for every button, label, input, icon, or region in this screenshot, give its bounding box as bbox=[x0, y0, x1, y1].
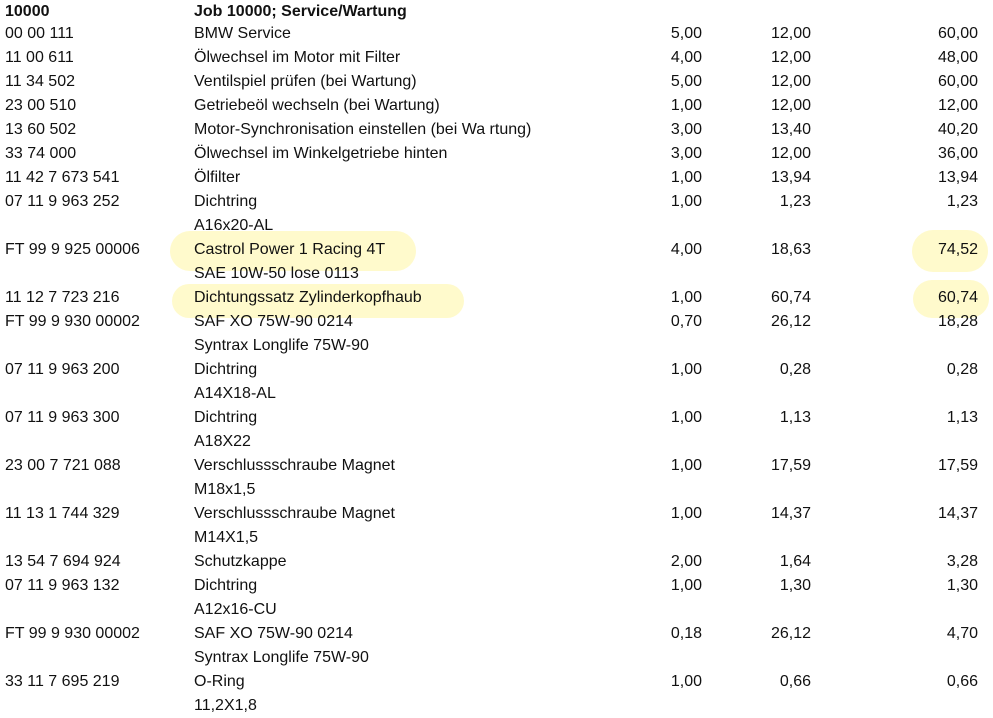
description: Ölwechsel im Motor mit Filter bbox=[194, 49, 401, 66]
line-total: 60,74 bbox=[937, 289, 978, 306]
quantity: 0,18 bbox=[670, 625, 702, 642]
description: Verschlussschraube Magnet bbox=[194, 505, 395, 522]
description: Ölfilter bbox=[194, 169, 241, 186]
part-number: 07 11 9 963 200 bbox=[5, 361, 120, 378]
description: BMW Service bbox=[194, 25, 291, 42]
item-detail-row bbox=[0, 382, 993, 406]
line-total: 13,94 bbox=[937, 169, 978, 186]
quantity: 1,00 bbox=[670, 97, 702, 114]
description: Dichtring bbox=[194, 361, 258, 378]
unit-price: 1,30 bbox=[779, 577, 811, 594]
line-total: 48,00 bbox=[937, 49, 978, 66]
line-total: 1,30 bbox=[946, 577, 978, 594]
item-detail: A14X18-AL bbox=[194, 385, 276, 402]
item-detail: M18x1,5 bbox=[194, 481, 256, 498]
quantity: 1,00 bbox=[670, 457, 702, 474]
unit-price: 14,37 bbox=[770, 505, 811, 522]
description: Verschlussschraube Magnet bbox=[194, 457, 395, 474]
item-detail: SAE 10W-50 lose 0113 bbox=[194, 265, 359, 282]
unit-price: 60,74 bbox=[770, 289, 811, 306]
quantity: 1,00 bbox=[670, 193, 702, 210]
unit-price: 13,94 bbox=[770, 169, 811, 186]
unit-price: 1,23 bbox=[779, 193, 811, 210]
quantity: 1,00 bbox=[670, 673, 702, 690]
part-number: 23 00 7 721 088 bbox=[5, 457, 121, 474]
item-detail: A18X22 bbox=[194, 433, 251, 450]
part-number: 07 11 9 963 300 bbox=[5, 409, 120, 426]
part-number: 07 11 9 963 132 bbox=[5, 577, 120, 594]
description: Getriebeöl wechseln (bei Wartung) bbox=[194, 97, 440, 114]
quantity: 1,00 bbox=[670, 409, 702, 426]
part-number: 33 74 000 bbox=[5, 145, 77, 162]
table-row bbox=[0, 670, 993, 694]
description: SAF XO 75W-90 0214 bbox=[194, 313, 353, 330]
table-row bbox=[0, 46, 993, 70]
item-detail-row bbox=[0, 526, 993, 550]
unit-price: 12,00 bbox=[770, 145, 811, 162]
line-total: 12,00 bbox=[937, 97, 978, 114]
quantity: 0,70 bbox=[670, 313, 702, 330]
unit-price: 12,00 bbox=[770, 73, 811, 90]
description: Schutzkappe bbox=[194, 553, 287, 570]
table-row bbox=[0, 406, 993, 430]
line-total: 60,00 bbox=[937, 25, 978, 42]
item-detail-row bbox=[0, 430, 993, 454]
part-number: 13 54 7 694 924 bbox=[5, 553, 121, 570]
item-detail-row bbox=[0, 646, 993, 670]
item-detail: Syntrax Longlife 75W-90 bbox=[194, 649, 369, 666]
quantity: 1,00 bbox=[670, 505, 702, 522]
unit-price: 0,28 bbox=[779, 361, 811, 378]
quantity: 4,00 bbox=[670, 49, 702, 66]
quantity: 4,00 bbox=[670, 241, 702, 258]
quantity: 3,00 bbox=[670, 121, 702, 138]
description: Dichtring bbox=[194, 193, 258, 210]
table-row bbox=[0, 190, 993, 214]
unit-price: 26,12 bbox=[770, 313, 811, 330]
table-row bbox=[0, 622, 993, 646]
line-total: 0,28 bbox=[946, 361, 978, 378]
table-row bbox=[0, 22, 993, 46]
line-total: 14,37 bbox=[937, 505, 978, 522]
quantity: 3,00 bbox=[670, 145, 702, 162]
job-title: Job 10000; Service/Wartung bbox=[194, 3, 407, 20]
description: Dichtring bbox=[194, 409, 258, 426]
part-number: 23 00 510 bbox=[5, 97, 77, 114]
line-total: 18,28 bbox=[937, 313, 978, 330]
quantity: 1,00 bbox=[670, 169, 702, 186]
line-total: 1,23 bbox=[946, 193, 978, 210]
item-detail: M14X1,5 bbox=[194, 529, 259, 546]
table-row bbox=[0, 70, 993, 94]
line-total: 40,20 bbox=[937, 121, 978, 138]
unit-price: 13,40 bbox=[770, 121, 811, 138]
part-number: 11 00 611 bbox=[5, 49, 74, 66]
table-row bbox=[0, 94, 993, 118]
item-detail: A12x16-CU bbox=[194, 601, 277, 618]
job-number: 10000 bbox=[5, 3, 50, 20]
item-detail-row bbox=[0, 214, 993, 238]
line-total: 36,00 bbox=[937, 145, 978, 162]
table-row bbox=[0, 166, 993, 190]
quantity: 1,00 bbox=[670, 361, 702, 378]
unit-price: 18,63 bbox=[770, 241, 811, 258]
item-detail-row bbox=[0, 598, 993, 622]
quantity: 1,00 bbox=[670, 289, 702, 306]
table-row bbox=[0, 310, 993, 334]
part-number: 00 00 111 bbox=[5, 25, 74, 42]
item-detail-row bbox=[0, 334, 993, 358]
description: Ventilspiel prüfen (bei Wartung) bbox=[194, 73, 417, 90]
table-row bbox=[0, 502, 993, 526]
unit-price: 26,12 bbox=[770, 625, 811, 642]
part-number: 11 12 7 723 216 bbox=[5, 289, 120, 306]
item-detail: Syntrax Longlife 75W-90 bbox=[194, 337, 369, 354]
unit-price: 12,00 bbox=[770, 25, 811, 42]
description: Dichtring bbox=[194, 577, 258, 594]
item-detail-row bbox=[0, 694, 993, 718]
line-total: 74,52 bbox=[937, 241, 978, 258]
description: Ölwechsel im Winkelgetriebe hinten bbox=[194, 145, 448, 162]
item-detail-row bbox=[0, 478, 993, 502]
quantity: 5,00 bbox=[670, 25, 702, 42]
item-detail: A16x20-AL bbox=[194, 217, 274, 234]
unit-price: 12,00 bbox=[770, 97, 811, 114]
item-detail-row bbox=[0, 262, 993, 286]
part-number: FT 99 9 925 00006 bbox=[5, 241, 140, 258]
table-row bbox=[0, 358, 993, 382]
part-number: FT 99 9 930 00002 bbox=[5, 625, 140, 642]
table-row bbox=[0, 118, 993, 142]
description: Castrol Power 1 Racing 4T bbox=[194, 241, 386, 258]
table-row bbox=[0, 454, 993, 478]
unit-price: 17,59 bbox=[770, 457, 811, 474]
part-number: FT 99 9 930 00002 bbox=[5, 313, 140, 330]
line-total: 3,28 bbox=[946, 553, 978, 570]
unit-price: 0,66 bbox=[779, 673, 811, 690]
part-number: 11 13 1 744 329 bbox=[5, 505, 120, 522]
part-number: 07 11 9 963 252 bbox=[5, 193, 120, 210]
part-number: 11 34 502 bbox=[5, 73, 75, 90]
line-total: 60,00 bbox=[937, 73, 978, 90]
table-row bbox=[0, 238, 993, 262]
quantity: 5,00 bbox=[670, 73, 702, 90]
item-detail: 11,2X1,8 bbox=[194, 697, 257, 714]
table-row bbox=[0, 142, 993, 166]
job-header-row bbox=[0, 0, 993, 24]
description: SAF XO 75W-90 0214 bbox=[194, 625, 353, 642]
table-row bbox=[0, 574, 993, 598]
part-number: 11 42 7 673 541 bbox=[5, 169, 120, 186]
line-total: 1,13 bbox=[946, 409, 978, 426]
description: Motor-Synchronisation einstellen (bei Wa rtung) bbox=[194, 121, 532, 138]
quantity: 1,00 bbox=[670, 577, 702, 594]
line-total: 0,66 bbox=[946, 673, 978, 690]
table-row bbox=[0, 286, 993, 310]
description: O-Ring bbox=[194, 673, 245, 690]
unit-price: 1,13 bbox=[779, 409, 811, 426]
unit-price: 12,00 bbox=[770, 49, 811, 66]
table-row bbox=[0, 550, 993, 574]
line-total: 17,59 bbox=[937, 457, 978, 474]
quantity: 2,00 bbox=[670, 553, 702, 570]
part-number: 13 60 502 bbox=[5, 121, 77, 138]
description: Dichtungssatz Zylinderkopfhaub bbox=[194, 289, 422, 306]
part-number: 33 11 7 695 219 bbox=[5, 673, 120, 690]
unit-price: 1,64 bbox=[779, 553, 811, 570]
line-total: 4,70 bbox=[946, 625, 978, 642]
